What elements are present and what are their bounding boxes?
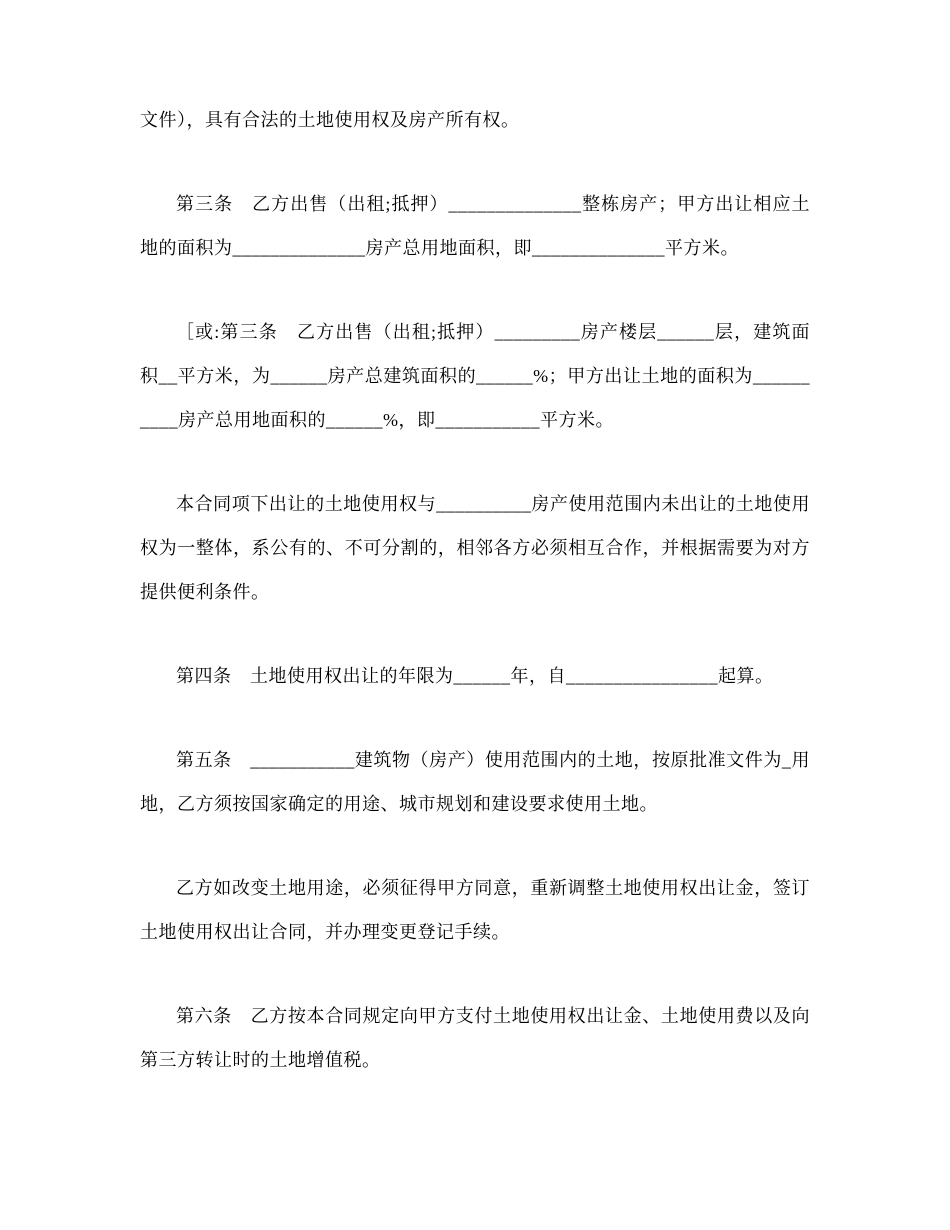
paragraph-clause-3-alternative: ［或:第三条 乙方出售（出租;抵押）_________房产楼层______层，建筑面积__平方米，为______房产总建筑面积的______%；甲方出让土地的面积为__________房产总用地面积的______%，即___________平方米。	[140, 322, 810, 430]
paragraph-clause-4: 第四条 土地使用权出让的年限为______年，自________________起算。	[176, 666, 774, 686]
paragraph-clause-5: 第五条 ___________建筑物（房产）使用范围内的土地，按原批准文件为_用地，乙方须按国家确定的用途、城市规划和建设要求使用土地。	[140, 750, 810, 814]
paragraph-continuation: 文件），具有合法的土地使用权及房产所有权。	[140, 110, 520, 130]
paragraph-clause-3: 第三条 乙方出售（出租;抵押）______________整栋房产；甲方出让相应土地的面积为______________房产总用地面积，即______________平方米。	[140, 194, 810, 258]
paragraph-clause-3-note: 本合同项下出让的土地使用权与__________房产使用范围内未出让的土地使用权为一整体，系公有的、不可分割的，相邻各方必须相互合作，并根据需要为对方提供便利条件。	[140, 494, 810, 602]
paragraph-clause-6: 第六条 乙方按本合同规定向甲方支付土地使用权出让金、土地使用费以及向第三方转让时的土地增值税。	[140, 1006, 810, 1070]
paragraph-clause-5-note: 乙方如改变土地用途，必须征得甲方同意，重新调整土地使用权出让金，签订土地使用权出让合同，并办理变更登记手续。	[140, 878, 810, 942]
